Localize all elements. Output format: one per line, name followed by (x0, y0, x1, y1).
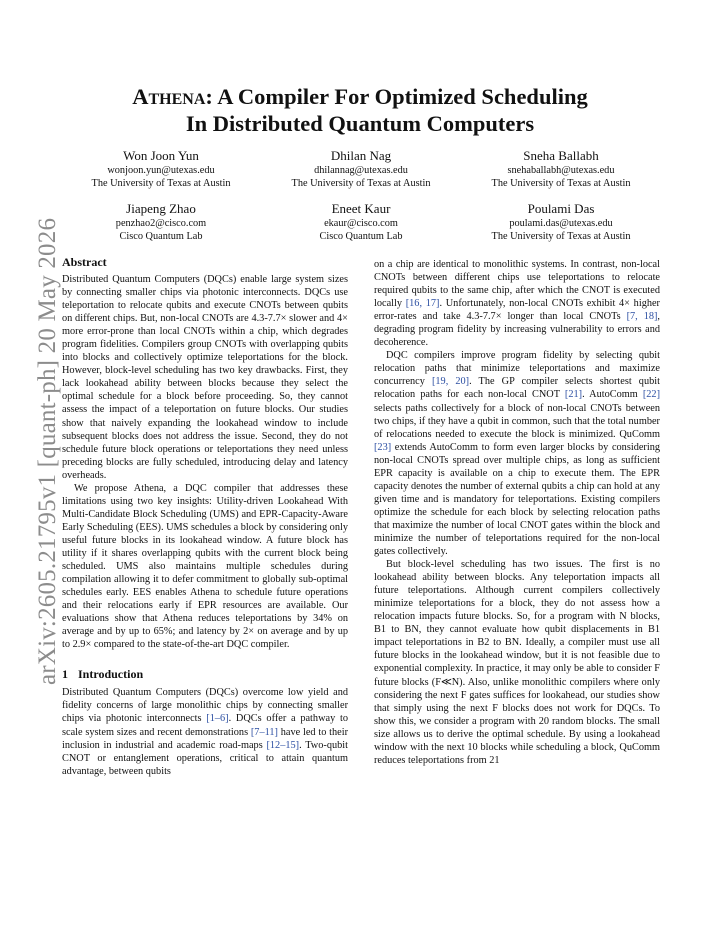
paper-title (60, 83, 660, 137)
author-affiliation: Cisco Quantum Lab (119, 231, 203, 242)
author-email: wonjoon.yun@utexas.edu (107, 165, 215, 176)
citation-link[interactable]: [21] (564, 389, 583, 401)
abstract-heading: Abstract (62, 255, 107, 269)
citation-link[interactable]: [7–11] (250, 726, 278, 738)
abstract-paragraph-2: We propose Athena, a DQC compiler that addresses these limitations using two key insights: Utility-driven Lookahead With Multi-Candidate Block Scheduling (UMS) and EPR-Capacity-Aware Early Scheduling (EES). UMS schedules a block by considering only useful future blocks in its lookahead window. A future block has utility if it shares overlapping qubits with the current block being scheduled. UMS also maintains multiple schedules during compilation allowing it to defer commitment to globally sub-optimal schedules early. EES enables Athena to schedule future operations and their relocations early if EPR resources are available. Our evaluations show that Athena reduces teleportations by 34% on average and by up to 65%; and latency by 2× on average and by up to 2.9× compared to the state-of-the-art DQC compiler. (62, 482, 348, 651)
title-line-2: In Distributed Quantum Computers (185, 111, 535, 136)
introduction-heading (62, 667, 348, 682)
section-title: Introduction (78, 667, 144, 682)
body-text: DQC compilers improve program fidelity by selecting qubit relocation paths that minimize teleportations and maximize concurrency (374, 350, 660, 388)
intro-text: Distributed Quantum Computers (DQCs) overcome low yield and fidelity concerns of large monolithic chips by connecting smaller chips via photonic interconnects (62, 687, 348, 725)
author-name: Sneha Ballabh (523, 148, 599, 163)
author-name: Jiapeng Zhao (126, 201, 196, 216)
body-text: . AutoComm (582, 389, 643, 401)
author-name: Dhilan Nag (330, 148, 392, 163)
author-name: Eneet Kaur (331, 201, 391, 216)
author-affiliation: The University of Texas at Austin (491, 231, 631, 242)
author-entry (262, 148, 460, 190)
intro-text: . DQCs offer a pathway to scale system sizes and recent demonstrations (62, 713, 348, 738)
citation-link[interactable]: [7, 18] (626, 311, 658, 323)
citation-link[interactable]: [16, 17] (405, 298, 440, 310)
introduction-paragraph-1 (62, 686, 348, 777)
title-line-1 (60, 83, 660, 110)
author-row-2 (62, 201, 660, 243)
author-entry (62, 148, 260, 190)
right-column (374, 258, 660, 767)
citation-link[interactable]: [23] (374, 441, 392, 453)
right-paragraph-2 (374, 349, 660, 558)
abstract-paragraph-1: Distributed Quantum Computers (DQCs) enable large system sizes by connecting smaller chips via photonic interconnects. DQCs use teleportation to relocate qubits and execute CNOTs between qubits on different chips. But, non-local CNOTs are 4.3-7.7× slower and 4× more error-prone than local CNOTs within a chip, which degrades program fidelities. Compilers group CNOTs with overlapping qubits into blocks and collectively optimize teleportations for the block. However, block-level scheduling has two key drawbacks. First, they lack lookahead ability between blocks because they select the optimal schedule for a block before proceeding. So, they cannot assess the impact of a teleportation on future blocks. Our studies show that naively expanding the lookahead window to include subsequent blocks does not address the issue. Second, they do not schedule future block operations or teleportations they need unless preceding blocks are fully scheduled, introducing delay and latency overheads. (62, 274, 348, 481)
body-text: . The GP compiler selects shortest qubit relocation paths for each non-local CNOT (374, 376, 660, 401)
body-text: selects paths collectively for a block of non-local CNOTs between two chips, if they have a qubit in common, such that the total number of relocations needed to execute the block is minimized. QuComm (374, 402, 660, 440)
author-email: ekaur@cisco.com (324, 218, 398, 229)
body-text: . Unfortunately, non-local CNOTs exhibit 4× higher error-rates and take 4.3-7.7× longer than local CNOTs (374, 298, 660, 323)
author-affiliation: The University of Texas at Austin (291, 178, 431, 189)
author-email: poulami.das@utexas.edu (509, 218, 613, 229)
title-system-name: Athena (132, 84, 206, 109)
author-entry (462, 148, 660, 190)
right-paragraph-1 (374, 258, 660, 349)
author-name: Poulami Das (527, 201, 595, 216)
arxiv-stamp: arXiv:2605.21795v1 [quant-ph] 20 May 2026 (34, 217, 61, 685)
author-name: Won Joon Yun (123, 148, 199, 163)
citation-link[interactable]: [12–15] (266, 739, 300, 751)
section-number: 1 (62, 667, 68, 682)
left-column (62, 255, 348, 778)
author-entry (62, 201, 260, 243)
citation-link[interactable]: [22] (642, 389, 660, 401)
body-text: on a chip are identical to monolithic systems. In contrast, non-local CNOTs between different chips use teleportations to relocate required qubits to the same chip, after which the CNOT is executed locally (374, 259, 660, 310)
author-block (62, 148, 660, 254)
author-row-1 (62, 148, 660, 190)
author-entry (462, 201, 660, 243)
citation-link[interactable]: [1–6] (206, 713, 229, 725)
right-paragraph-3: But block-level scheduling has two issues. The first is no lookahead ability between blocks. Any teleportation impacts all future teleportations. Although current compilers collectively minimize teleportations for a block, they do not assess how a relocation impacts future blocks. So, for a program with N blocks, B1 to BN, they cannot evaluate how qubit displacements in B1 impact teleportations in B2 to BN. Ideally, a compiler must use all future blocks in the lookahead window, but it is not feasible due to exponential complexity. In practice, it may only be able to consider F future blocks (F≪N). Also, unlike monolithic compilers where only considering the next F gates suffices for lookahead, our studies show that simply using the next F blocks does not work for DQCs. To show this, we consider a program with 20 random blocks. The small size allows us to derive the optimal schedule. By using a lookahead window with the next 10 blocks while scheduling a block, QuComm reduces teleportations from 21 (374, 559, 660, 766)
author-email: snehaballabh@utexas.edu (507, 165, 615, 176)
body-text: , degrading program fidelity by increasing vulnerability to errors and decoherence. (374, 311, 660, 349)
author-entry (262, 201, 460, 243)
body-text: extends AutoComm to form even larger blocks by considering non-local CNOTs spread over multiple chips, as long as sufficient EPR capacity is available on a chip to execute them. The EPR capacity denotes the number of external qubits a chip can hold at any given time and is mandatory for teleportations. Existing compilers optimize the schedule for each block by selecting relocation paths that maximize the number of local CNOT gates within the block and minimize the number of teleportations required for the non-local gates collectively. (374, 441, 660, 558)
author-affiliation: The University of Texas at Austin (91, 178, 231, 189)
intro-text: have led to their inclusion in industrial and academic road-maps (62, 726, 349, 751)
author-affiliation: The University of Texas at Austin (491, 178, 631, 189)
title-line-1-rest: : A Compiler For Optimized Scheduling (205, 84, 588, 109)
intro-text: . Two-qubit CNOT or entanglement operations, critical to attain quantum advantage, between qubits (62, 739, 348, 777)
author-email: penzhao2@cisco.com (115, 218, 207, 229)
author-affiliation: Cisco Quantum Lab (319, 231, 403, 242)
citation-link[interactable]: [19, 20] (431, 376, 470, 388)
author-email: dhilannag@utexas.edu (314, 165, 408, 176)
